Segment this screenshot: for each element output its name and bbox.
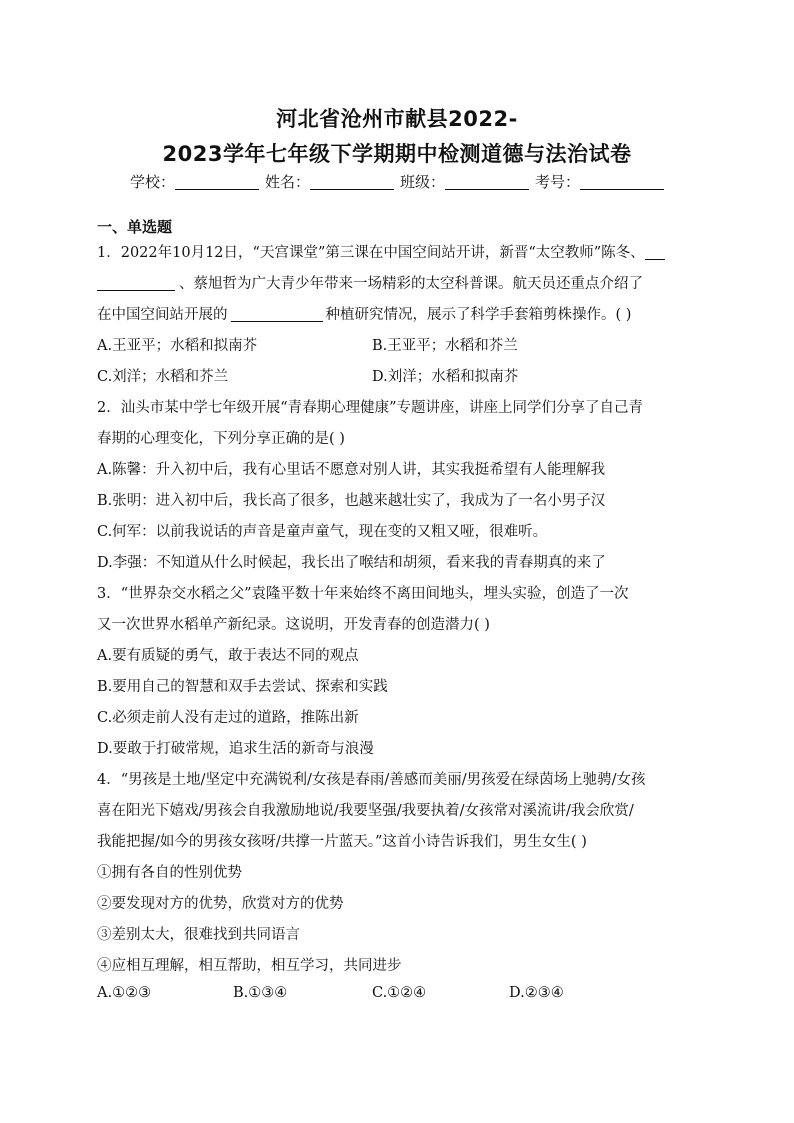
name-blank[interactable] <box>310 173 394 190</box>
q1-option-b[interactable]: B.王亚平；水稻和芥兰 <box>372 338 518 354</box>
q4-option-a[interactable]: A.①②③ <box>97 985 152 1001</box>
q3-option-b[interactable]: B.要用自己的智慧和双手去尝试、探索和实践 <box>97 679 388 695</box>
q4-statement-1: ①拥有各自的性别优势 <box>97 865 242 881</box>
q3-line2: 又一次世界水稻单产新纪录。这说明，开发青春的创造潜力( ) <box>97 617 490 633</box>
q1-line2 <box>97 272 643 293</box>
q4-option-d[interactable]: D.②③④ <box>509 985 564 1001</box>
school-label: 学校： <box>129 173 175 191</box>
q1-blank-c[interactable] <box>231 306 323 322</box>
q2-option-c[interactable]: C.何军：以前我说话的声音是童声童气，现在变的又粗又哑，很难听。 <box>97 524 548 540</box>
q1-line3a-text: 在中国空间站开展的 <box>97 307 228 323</box>
q1-line1-text: 1．2022年10月12日，“天宫课堂”第三课在中国空间站开讲，新晋“太空教师”陈冬、 <box>97 245 645 261</box>
exam-title-line1: 河北省沧州市献县2022- <box>276 107 518 131</box>
name-label: 姓名： <box>264 173 310 191</box>
q1-line3b-text: 种植研究情况，展示了科学手套箱剪株操作。( ) <box>325 307 632 323</box>
q4-statement-2: ②要发现对方的优势，欣赏对方的优势 <box>97 896 344 912</box>
q1-option-c[interactable]: C.刘洋；水稻和芥兰 <box>97 369 229 385</box>
q2-line2: 春期的心理变化，下列分享正确的是( ) <box>97 431 345 447</box>
q4-line2: 喜在阳光下嬉戏/男孩会自我激励地说/我要坚强/我要执着/女孩常对溪流讲/我会欣赏/ <box>97 803 634 819</box>
q4-option-b[interactable]: B.①③④ <box>233 985 288 1001</box>
q1-line2-text: 、蔡旭哲为广大青少年带来一场精彩的太空科普课。航天员还重点介绍了 <box>179 276 643 292</box>
q3-option-a[interactable]: A.要有质疑的勇气，敢于表达不同的观点 <box>97 648 359 664</box>
number-blank[interactable] <box>580 173 664 190</box>
number-label: 考号： <box>535 173 581 191</box>
q1-blank-a[interactable] <box>645 244 665 260</box>
q3-option-c[interactable]: C.必须走前人没有走过的道路，推陈出新 <box>97 710 359 726</box>
q1-line3 <box>97 303 631 324</box>
q4-statement-4: ④应相互理解，相互帮助，相互学习，共同进步 <box>97 958 402 974</box>
q4-line3: 我能把握/如今的男孩女孩呀/共撑一片蓝天。”这首小诗告诉我们，男生女生( ) <box>97 834 587 850</box>
q2-option-a[interactable]: A.陈馨：升入初中后，我有心里话不愿意对别人讲，其实我挺希望有人能理解我 <box>97 462 606 478</box>
q1-option-d[interactable]: D.刘洋；水稻和拟南芥 <box>372 369 519 385</box>
q3-line1: 3．“世界杂交水稻之父”袁隆平数十年来始终不离田间地头，埋头实验，创造了一次 <box>97 586 629 602</box>
student-info-row <box>0 171 794 192</box>
q2-option-b[interactable]: B.张明：进入初中后，我长高了很多，也越来越壮实了，我成为了一名小男子汉 <box>97 493 606 509</box>
class-blank[interactable] <box>445 173 529 190</box>
q3-option-d[interactable]: D.要敢于打破常规，追求生活的新奇与浪漫 <box>97 741 374 757</box>
section-title: 一、单选题 <box>97 218 173 236</box>
exam-title-line2: 2023学年七年级下学期期中检测道德与法治试卷 <box>162 142 632 166</box>
q1-line1 <box>97 241 665 262</box>
q4-line1: 4．“男孩是土地/坚定中充满锐利/女孩是春雨/善感而美丽/男孩爱在绿茵场上驰骋/女孩 <box>97 772 646 788</box>
class-label: 班级： <box>400 173 446 191</box>
q2-option-d[interactable]: D.李强：不知道从什么时候起，我长出了喉结和胡须，看来我的青春期真的来了 <box>97 555 606 571</box>
q2-line1: 2．汕头市某中学七年级开展“青春期心理健康”专题讲座，讲座上同学们分享了自己青 <box>97 400 644 416</box>
q4-statement-3: ③差别太大，很难找到共同语言 <box>97 927 300 943</box>
q1-blank-b[interactable] <box>97 275 175 291</box>
q4-option-c[interactable]: C.①②④ <box>372 985 427 1001</box>
q1-option-a[interactable]: A.王亚平；水稻和拟南芥 <box>97 338 258 354</box>
school-blank[interactable] <box>175 173 259 190</box>
